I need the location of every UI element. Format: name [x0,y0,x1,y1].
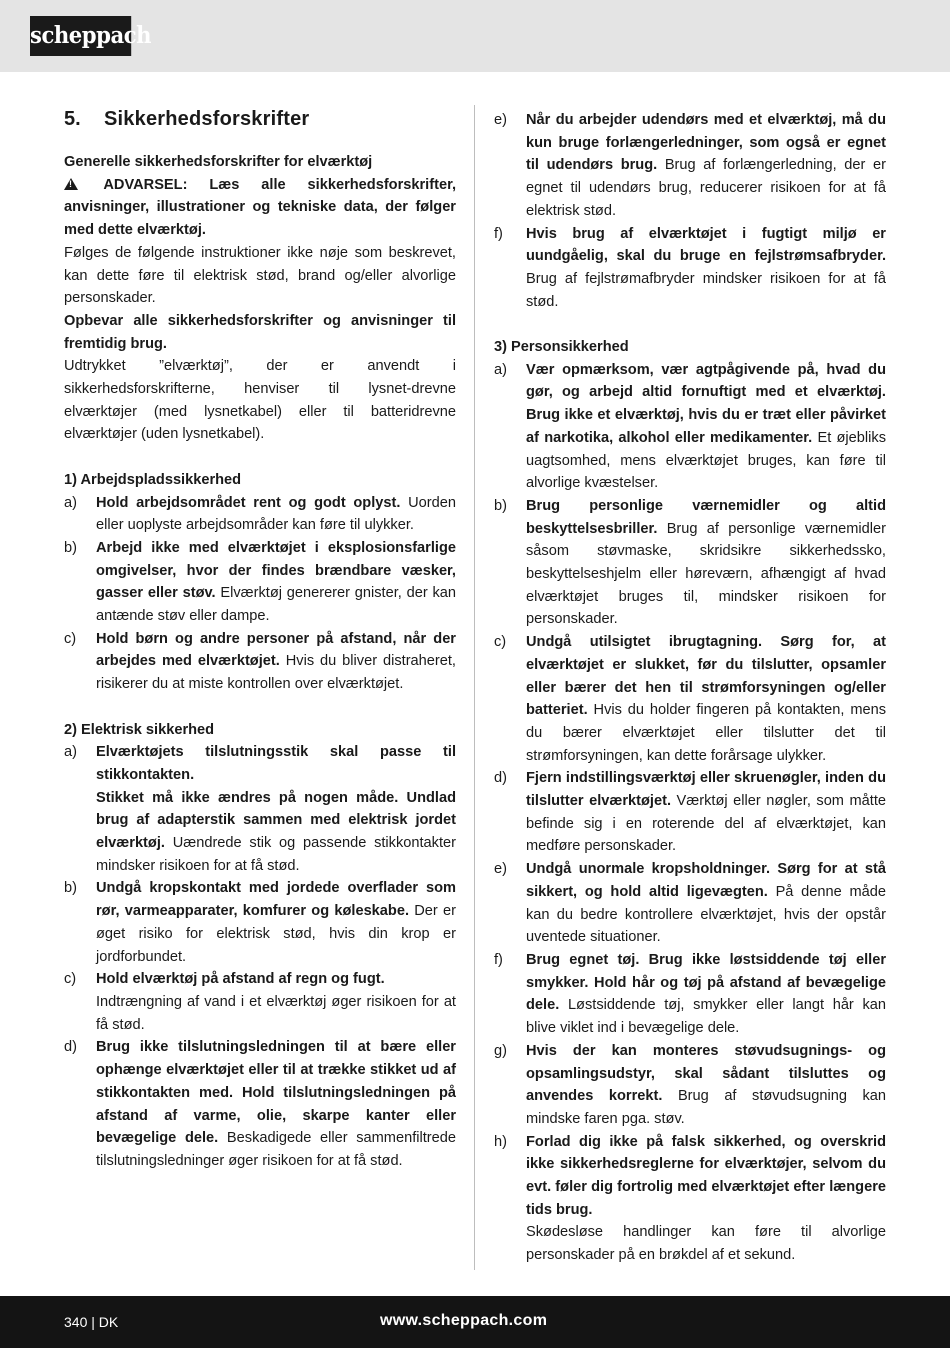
item-label: a) [494,361,507,378]
list-item [494,631,886,767]
item-label: f) [494,952,503,968]
footer-bar [0,1296,950,1348]
item-bold-text: Brug egnet tøj. Brug ikke løstsiddende tøj eller smykker. Hold hår og tøj på afstand af bevægelige dele. [526,952,886,1014]
list-item [494,858,886,949]
item-bold-text: Brug ikke tilslutningsledningen til at bære eller ophænge elværktøjet eller til at trække stikket ud af stikkontakten med. Hold tilslutningsledningen på afstand af varme, olie, skarpe kanter eller bevægelige dele. [96,1039,456,1147]
list-item [64,1036,456,1172]
warning-paragraph [64,174,456,242]
item-label: c) [64,971,77,988]
item-text: Indtrængning af vand i et elværktøj øger risikoen for at få stød. [96,993,456,1033]
item-bold-text: Undgå kropskontakt med jordede overflader som rør, varmeapparater, komfurer og køleskabe. [96,880,456,920]
left-column [64,105,456,1173]
intro-paragraph-1: Følges de følgende instruktioner ikke nøje som beskrevet, kan dette føre til elektrisk stød, brand og/eller alvorlige personskader. [64,244,456,307]
item-bold-text: Forlad dig ikke på falsk sikkerhed, og overskrid ikke sikkerhedsreglerne for elværktøjer, selvom du evt. føler dig fortrolig med elværktøjet efter længere tids brug. [526,1133,886,1218]
section-title [64,105,456,133]
item-label: a) [64,744,77,761]
item-text: Løstsiddende tøj, smykker eller langt hår kan blive viklet ind i bevægelige dele. [526,997,886,1037]
item-text: Brug af personlige værnemidler såsom støvmaske, skridsikre sikkerhedssko, beskyttelseshjelm eller høreværn, afhængigt af hvad elværktøjet bruges til, mindsker risikoen for personskader. [526,520,886,628]
list-item [64,968,456,1036]
list-item [494,1131,886,1267]
item-text: Uorden eller uoplyste arbejdsområder kan føre til ulykker. [96,494,456,534]
item-label: b) [64,880,77,897]
personal-safety-heading: 3) Personsikkerhed [494,339,629,356]
item-text: Værktøj eller nøgler, som måtte befinde sig i en roterende del af elværktøjet, kan medføre personskader. [526,793,886,855]
item-bold-text: Undgå unormale kropsholdninger. Sørg for at stå sikkert, og hold altid ligevægten. [526,861,886,900]
item-text: Brug af fejlstrømafbryder mindsker risikoen for at få stød. [526,270,886,310]
warning-label: ADVARSEL: [103,176,188,193]
item-bold-text: Hold arbejdsområdet rent og godt oplyst. [96,494,401,511]
item-bold-text: Hvis der kan monteres støvudsugnings- og opsamlingsudstyr, skal sådant tilsluttes og anvendes korrekt. [526,1042,886,1105]
list-item [494,767,886,858]
list-item [64,741,456,877]
electrical-heading: 2) Elektrisk sikkerhed [64,721,215,738]
item-bold-text: Når du arbejder udendørs med et elværktøj, må du kun bruge forlængerledninger, som også er egnet til udendørs brug. [526,112,886,174]
item-label: c) [64,630,77,647]
item-label: b) [64,539,77,556]
right-column [494,109,886,1267]
list-item [64,628,456,696]
list-item [494,1040,886,1131]
brand-logo: scheppach [30,16,131,56]
list-item [494,223,886,314]
item-label: f) [494,225,503,242]
item-text: Skødesløse handlinger kan føre til alvorlige personskader på en brøkdel af et sekund. [526,1224,886,1264]
item-bold-text: Vær opmærksom, vær agtpågivende på, hvad du gør, og arbejd altid fornuftigt med et elværktøj. Brug ikke et elværktøj, hvis du er træt eller påvirket af narkotika, alkohol eller medikamenter. [526,361,886,446]
item-text: Elværktøj genererer gnister, der kan antænde støv eller dampe. [96,585,456,625]
item-bold-text: Undgå utilsigtet ibrugtagning. Sørg for, at elværktøjet er slukket, før du tilslutter, opsamler eller bærer det hen til strømforsyningen og/eller batteriet. [526,634,886,719]
item-label: h) [494,1133,507,1150]
item-bold-text: Brug personlige værnemidler og altid beskyttelsesbriller. [526,497,886,537]
item-text: Beskadigede eller sammenfiltrede tilslutningsledninger øger risikoen for at få stød. [96,1130,456,1169]
item-bold-text: Hold børn og andre personer på afstand, når der arbejdes med elværktøjet. [96,630,456,670]
item-label: d) [494,770,507,787]
keep-instructions-paragraph: Opbevar alle sikkerhedsforskrifter og anvisninger til fremtidig brug. [64,312,456,352]
list-item [64,537,456,628]
website-link[interactable]: www.scheppach.com [380,1312,548,1329]
page-number: 340 | DK [64,1314,119,1330]
item-text: Hvis du holder fingeren på kontakten, mens du bærer elværktøjet eller tilslutter det til strømforsyningen, kan dette forårsage ulykker. [526,702,886,764]
item-text: På denne måde kan du bedre kontrollere elværktøjet, hvis der opstår uventede situationer. [526,883,886,946]
item-text: Brug af støvudsugning kan mindske faren pga. støv. [526,1088,887,1127]
item-bold-text: Hold elværktøj på afstand af regn og fugt. [96,971,385,988]
item-label: a) [64,494,77,511]
item-label: d) [64,1039,77,1056]
list-item [494,359,886,495]
item-bold-text: Elværktøjets tilslutningsstik skal passe til stikkontakten. [96,744,456,783]
list-item [64,492,456,537]
item-text: Der er øget risiko for elektrisk stød, hvis din krop er jordforbundet. [96,903,456,965]
general-safety-heading: Generelle sikkerhedsforskrifter for elværktøj [64,154,373,170]
header-bar [0,0,950,72]
list-item [494,109,886,223]
item-label: b) [494,497,507,514]
list-item [64,877,456,968]
section-number: 5. [64,108,81,130]
item-text: Hvis du bliver distraheret, risikerer du at miste kontrollen over elværktøjet. [96,653,456,693]
item-text: Et øjebliks uagtsomhed, mens elværktøjet bruges, kan føre til alvorlige kvæstelser. [526,429,886,492]
item-label: e) [494,112,507,128]
list-item [494,949,886,1040]
section-title-text: Sikkerhedsforskrifter [104,108,310,130]
item-label: e) [494,861,507,878]
list-item [494,495,886,631]
item-label: g) [494,1042,507,1059]
item-bold-text: Arbejd ikke med elværktøjet i eksplosionsfarlige omgivelser, hvor der findes brændbare væsker, gasser eller støv. [96,539,456,602]
item-bold-text: Fjern indstillingsværktøj eller skruenøgler, inden du tilslutter elværktøjet. [526,770,886,810]
column-divider [474,105,475,1270]
item-text: Brug af forlængerledning, der er egnet til udendørs brug, reducerer risikoen for at få elektrisk stød. [526,157,886,219]
item-bold-text: Stikket må ikke ændres på nogen måde. Undlad brug af adapterstik sammen med elektrisk jordet elværktøj. [96,789,456,852]
item-text: Uændrede stik og passende stikkontakter mindsker risikoen for at få stød. [96,835,456,874]
warning-triangle-icon [64,178,78,190]
warning-text: Læs alle sikkerhedsforskrifter, anvisninger, illustrationer og tekniske data, der følger med dette elværktøj. [64,176,457,239]
item-bold-text: Hvis brug af elværktøjet i fugtigt miljø er uundgåelig, skal du bruge en fejlstrømsafbryder. [526,225,886,265]
intro-paragraph-2: Udtrykket ”elværktøj”, der er anvendt i sikkerhedsforskrifterne, henviser til lysnet-drevne elværktøjer (med lysnetkabel) eller til batteridrevne elværktøjer (uden lysnetkabel). [64,358,456,443]
item-label: c) [494,634,507,651]
work-area-heading: 1) Arbejdspladssikkerhed [64,471,242,488]
